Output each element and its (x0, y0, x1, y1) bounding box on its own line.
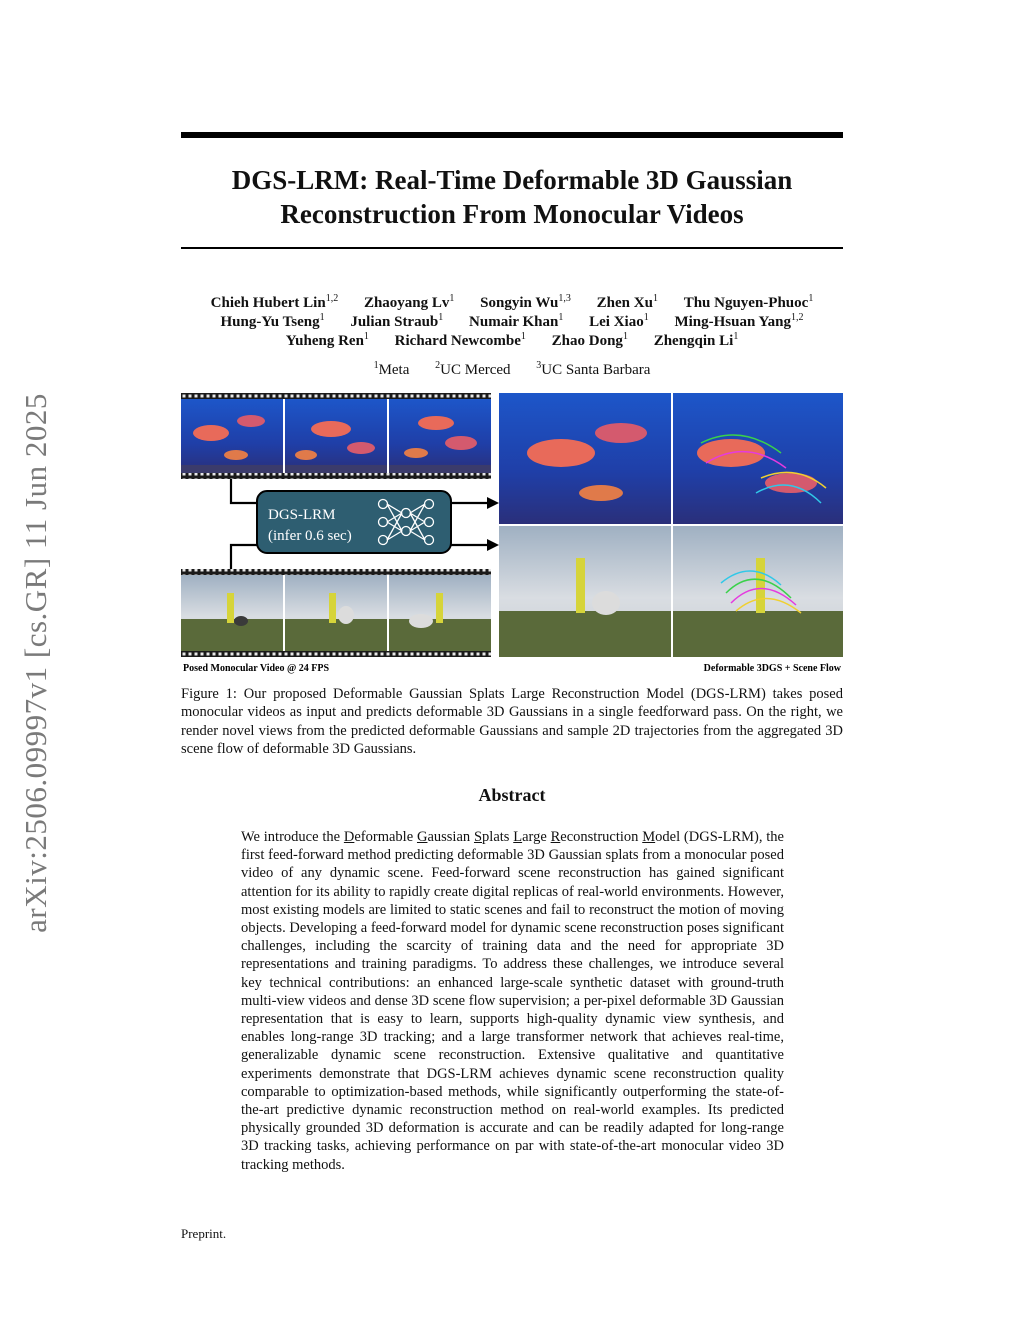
author: Zhengqin Li$^1$ (653, 331, 739, 349)
dog-film-strip (181, 569, 491, 657)
author: Thu Nguyen-Phuoc$^1$ (683, 293, 814, 311)
author: Richard Newcombe$^1$ (394, 331, 526, 349)
arrow-head (487, 497, 499, 509)
teaser-figure (181, 393, 843, 678)
author: Zhao Dong$^1$ (551, 331, 628, 349)
render-fish-novel-view (499, 393, 671, 524)
input-label: Posed Monocular Video @ 24 FPS (183, 663, 330, 674)
author: Numair Khan$^1$ (469, 312, 564, 330)
author-row (181, 294, 843, 313)
arrow-head (487, 539, 499, 551)
abstract-text: We introduce the Deformable Gaussian Splats Large Reconstruction Model (DGS-LRM), the first feed-forward method predicting deformable 3D Gaussian splats from a monocular posed video of any dynamic scene. Feed-forward scene reconstruction has gained significant attention for its ability to rapidly create digital replicas of real-world environments. However, most existing models are limited to static scenes and fail to reconstruct the motion of moving objects. Developing a feed-forward model for dynamic scene reconstruction poses significant challenges, including the scarcity of training data and the need for appropriate 3D representations and training paradigms. To address these challenges, we introduce several key technical contributions: an enhanced large-scale synthetic dataset with ground-truth multi-view videos and dense 3D scene flow supervision; a per-pixel deformable 3D Gaussian representation that is easy to learn, supports high-quality dynamic view synthesis, and enables long-range 3D tracking; and a large transformer network that achieves real-time, generalizable dynamic scene reconstruction. Extensive qualitative and quantitative experiments demonstrate that DGS-LRM achieves dynamic scene reconstruction quality comparable to optimization-based methods, while significantly outperforming the state-of-the-art predictive dynamic reconstruction method on real-world examples. Its predicted physically grounded 3D deformation is accurate and can be readily adapted for long-range 3D tracking tasks, achieving performance on par with state-of-the-art monocular video 3D tracking methods. (241, 829, 784, 1173)
title-top-rule (181, 132, 843, 138)
author: Ming-Hsuan Yang$^{1,2}$ (674, 312, 804, 330)
model-box-name: DGS-LRM (268, 507, 336, 523)
dgs-lrm-model-box (257, 491, 451, 553)
dog-frame (285, 575, 387, 651)
render-dog-scene-flow (673, 526, 843, 657)
arxiv-id: arXiv:2506.09997v1 [cs.GR] 11 Jun 2025 (18, 393, 53, 933)
render-dog-novel-view (499, 526, 671, 657)
render-fish-scene-flow (673, 393, 843, 524)
author: Zhaoyang Lv$^1$ (363, 293, 455, 311)
model-box-timing: (infer 0.6 sec) (268, 528, 352, 544)
dog-frame (389, 575, 491, 651)
author: Yuheng Ren$^1$ (285, 331, 369, 349)
abstract-heading: Abstract (478, 785, 546, 805)
title-bottom-rule (181, 247, 843, 249)
author: Chieh Hubert Lin$^{1,2}$ (210, 293, 339, 311)
fish-film-strip (181, 393, 491, 479)
preprint-footnote: Preprint. (181, 1226, 227, 1241)
output-label: Deformable 3DGS + Scene Flow (703, 663, 841, 674)
author-row (181, 332, 843, 351)
author: Lei Xiao$^1$ (589, 312, 649, 330)
paper-title (181, 163, 843, 231)
teaser-figure-svg (181, 393, 843, 678)
author: Songyin Wu$^{1,3}$ (480, 293, 571, 311)
author: Hung-Yu Tseng$^1$ (220, 312, 325, 330)
figure-caption: Figure 1: Our proposed Deformable Gaussian Splats Large Reconstruction Model (DGS-LRM) takes posed monocular videos as input and predicts deformable 3D Gaussians in a single feedforward pass. On the right, we render novel views from the predicted deformable Gaussians and sample 2D trajectories from the aggregated 3D scene flow of deformable 3D Gaussians. (181, 686, 843, 758)
dog-frame (181, 575, 283, 651)
fish-frame (181, 399, 283, 473)
fish-frame (389, 399, 491, 473)
title-line-2: Reconstruction From Monocular Videos (280, 199, 744, 229)
title-line-1: DGS-LRM: Real-Time Deformable 3D Gaussian (231, 165, 793, 195)
affiliation: $^1$Meta (373, 360, 410, 378)
affiliation: $^2$UC Merced (435, 360, 511, 378)
author: Zhen Xu$^1$ (596, 293, 658, 311)
author: Julian Straub$^1$ (350, 312, 444, 330)
author-row (181, 313, 843, 332)
author-list (181, 294, 843, 351)
arxiv-side-stamp (8, 370, 64, 956)
affiliation-list (181, 361, 843, 380)
affiliation: $^3$UC Santa Barbara (536, 360, 651, 378)
fish-frame (285, 399, 387, 473)
